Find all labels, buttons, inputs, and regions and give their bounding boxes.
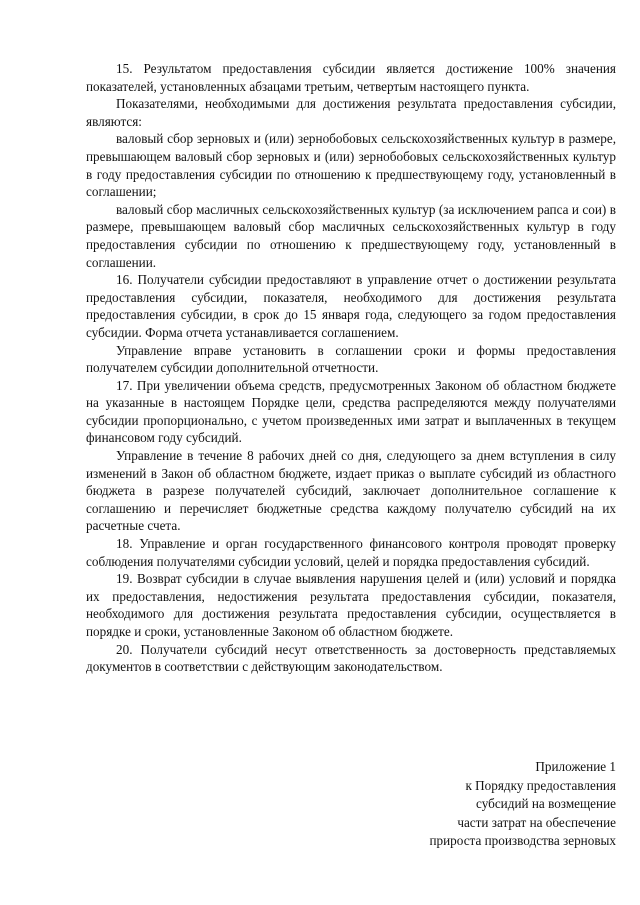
paragraph-budget-changes: Управление в течение 8 рабочих дней со дня, следующего за днем вступления в силу изменений в Закон об областном бюджете, издает приказ о выплате субсидий из областного бюджета в разрезе получателей субсидий, заключает дополнительное соглашение к соглашению и перечисляет бюджетные средства каждому получателю субсидий на их расчетные счета. [86,448,616,534]
document-body [86,60,616,676]
paragraph-19: 19. Возврат субсидии в случае выявления нарушения целей и (или) условий и порядка их предоставления, недостижения результата предоставления субсидии, показателя, необходимого для достижения результата предоставления субсидии, осуществляется в порядке и сроки, установленные Законом об областном бюджете. [86,571,616,639]
paragraph-20: 20. Получатели субсидий несут ответственность за достоверность представляемых документов в соответствии с действующим законодательством. [86,641,616,675]
appendix-line: части затрат на обеспечение [457,814,616,830]
paragraph-15: 15. Результатом предоставления субсидии является достижение 100% значения показателей, установленных абзацами третьим, четвертым настоящего пункта. [86,61,616,94]
appendix-line: прироста производства зерновых [429,833,616,848]
appendix-line: субсидий на возмещение [476,796,616,811]
paragraph-indicator-oilseed: валовый сбор масличных сельскохозяйственных культур (за исключением рапса и сои) в размере, превышающем валовый сбор масличных сельскохозяйственных культур в году предоставления субсидии по отношению к предшествующему году, установленный в соглашении. [86,201,616,270]
paragraph-indicators-intro: Показателями, необходимыми для достижения результата предоставления субсидии, являются: [86,96,616,129]
appendix-line: к Порядку предоставления [465,777,616,793]
paragraph-indicator-grain: валовый сбор зерновых и (или) зернобобовых сельскохозяйственных культур в размере, превышающем валовый сбор зерновых и (или) зернобобовых сельскохозяйственных культур в году предоставления субсидии по отношению к предшествующему году, установленный в соглашении; [86,131,616,200]
appendix-title: Приложение 1 [535,759,616,774]
paragraph-additional-reporting: Управление вправе установить в соглашении сроки и формы предоставления получателем субсидии дополнительной отчетности. [86,342,616,376]
paragraph-17: 17. При увеличении объема средств, предусмотренных Законом об областном бюджете на указанные в настоящем Порядке цели, средства распределяются между получателями субсидии пропорционально, с учетом произведенных ими затрат и выплаченных в текущем финансовом году субсидий. [86,377,616,446]
paragraph-16: 16. Получатели субсидии предоставляют в управление отчет о достижении результата предоставления субсидии, показателя, необходимого для достижения результата предоставления субсидии, в срок до 15 января года, следующего за годом предоставления субсидии. Форма отчета устанавливается соглашением. [86,272,616,340]
paragraph-18: 18. Управление и орган государственного финансового контроля проводят проверку соблюдения получателями субсидии условий, целей и порядка предоставления субсидий. [86,536,616,569]
appendix-header [316,758,616,851]
